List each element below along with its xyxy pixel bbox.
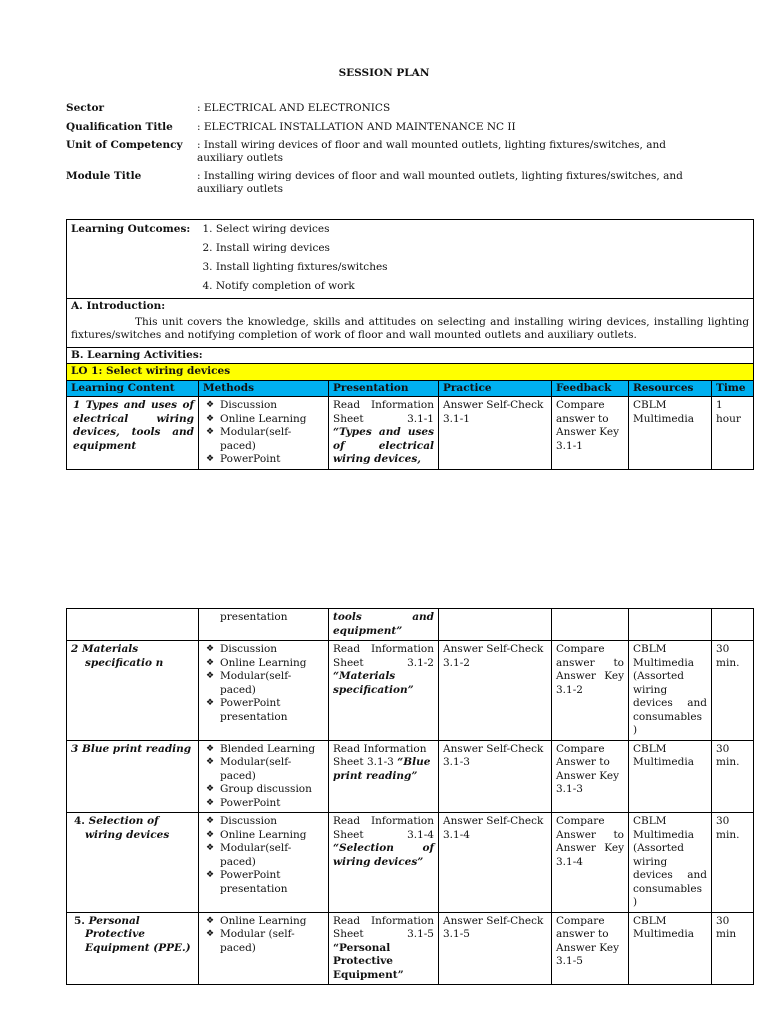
presentation-cell: tools and equipment” <box>329 609 439 641</box>
practice-cell <box>439 609 552 641</box>
resources-cell: CBLM Multimedia <box>629 397 712 470</box>
method-item: ❖ PowerPoint <box>203 797 324 811</box>
presentation-cell <box>329 641 439 741</box>
learning-outcomes-label: Learning Outcomes: <box>67 220 199 299</box>
feedback-cell: Compare answer to Answer Key 3.1-5 <box>552 912 629 985</box>
resources-cell: CBLM Multimedia <box>629 912 712 985</box>
time-cell: 1 hour <box>712 397 754 470</box>
activities-heading-row <box>67 347 754 364</box>
presentation-title: “Materials specification” <box>333 670 414 696</box>
presentation-cell <box>329 813 439 913</box>
resources-cell: CBLM Multimedia (Assorted wiring devices and consumables ) <box>629 641 712 741</box>
module-value: : Installing wiring devices of floor and wall mounted outlets, lighting fixtures/switches, and auxiliary outlets <box>197 170 683 195</box>
presentation-sheet: Read Information Sheet 3.1-1 <box>333 399 434 425</box>
lo1-row <box>67 364 754 381</box>
method-item: ❖ Discussion <box>203 399 324 413</box>
methods-cell <box>199 813 329 913</box>
feedback-cell: Compare Answer to Answer Key 3.1-4 <box>552 813 629 913</box>
presentation-cell <box>329 912 439 985</box>
presentation-cell <box>329 740 439 813</box>
resources-cell: CBLM Multimedia (Assorted wiring devices and consumables ) <box>629 813 712 913</box>
header-feedback: Feedback <box>552 380 629 397</box>
activities-heading: B. Learning Activities: <box>67 347 754 364</box>
module-label: Module Title <box>66 170 142 182</box>
methods-cell <box>199 912 329 985</box>
learning-content-cell <box>67 609 199 641</box>
table-row <box>67 641 754 741</box>
header-methods: Methods <box>199 380 329 397</box>
learning-outcomes-list <box>199 220 754 299</box>
method-item: ❖ Modular (self-paced) <box>203 928 324 955</box>
lo1-heading: LO 1: Select wiring devices <box>67 364 754 381</box>
resources-cell <box>629 609 712 641</box>
table-row <box>67 912 754 985</box>
method-item: ❖ PowerPoint <box>203 453 324 467</box>
unit-value: : Install wiring devices of floor and wall mounted outlets, lighting fixtures/switches, and auxiliary outlets <box>197 139 666 164</box>
method-item: ❖ Discussion <box>203 643 324 657</box>
content-title: Personal Protective Equipment (PPE.) <box>85 914 191 954</box>
presentation-cell <box>329 397 439 470</box>
practice-cell: Answer Self-Check 3.1-5 <box>439 912 552 985</box>
feedback-cell <box>552 609 629 641</box>
time-cell: 30 min. <box>712 740 754 813</box>
introduction-heading: A. Introduction: <box>71 300 166 312</box>
learning-content-cell <box>67 813 199 913</box>
introduction-text: This unit covers the knowledge, skills and attitudes on selecting and installing wiring devices, installing lighting fixtures/switches and notifying completion of work of floor and wall mounted outlets and auxiliary outlets. <box>71 315 750 341</box>
method-item: ❖ Online Learning <box>203 657 324 671</box>
feedback-cell: Compare answer to Answer Key 3.1-2 <box>552 641 629 741</box>
methods-cell: presentation <box>199 609 329 641</box>
outcome-item: 4. Notify completion of work <box>202 280 355 292</box>
method-item: ❖ Modular(self-paced) <box>203 426 324 453</box>
qualification-label: Qualification Title <box>66 121 173 133</box>
method-item: ❖ Discussion <box>203 815 324 829</box>
method-item: ❖ Modular(self-paced) <box>203 670 324 697</box>
method-item: ❖ PowerPoint presentation <box>203 697 324 724</box>
practice-cell: Answer Self-Check 3.1-1 <box>439 397 552 470</box>
method-item: ❖ Online Learning <box>203 915 324 929</box>
table-row <box>67 740 754 813</box>
learning-content-cell: 2 Materials specificatio n <box>67 641 199 741</box>
feedback-cell: Compare Answer to Answer Key 3.1-3 <box>552 740 629 813</box>
method-item: ❖ Blended Learning <box>203 743 324 757</box>
header-presentation: Presentation <box>329 380 439 397</box>
sector-value: : ELECTRICAL AND ELECTRONICS <box>197 102 391 114</box>
resources-cell: CBLM Multimedia <box>629 740 712 813</box>
presentation-title: “Selection of wiring devices” <box>333 842 434 868</box>
sector-label: Sector <box>66 102 105 114</box>
learning-outcomes-row <box>67 220 754 299</box>
presentation-sheet: Read Information Sheet 3.1-5 <box>333 914 434 940</box>
header-practice: Practice <box>439 380 552 397</box>
presentation-title: “Types and uses of electrical wiring devices, <box>333 426 434 465</box>
outcome-item: 3. Install lighting fixtures/switches <box>202 261 388 273</box>
outcome-item: 1. Select wiring devices <box>202 223 330 235</box>
header-time: Time <box>712 380 754 397</box>
introduction-row <box>67 299 754 348</box>
presentation-sheet: Read Information Sheet 3.1-4 <box>333 815 434 841</box>
qualification-value: : ELECTRICAL INSTALLATION AND MAINTENANCE NC II <box>197 121 516 133</box>
method-item: ❖ Group discussion <box>203 783 324 797</box>
table-header-row <box>67 380 754 397</box>
presentation-sheet: Read Information Sheet 3.1-2 <box>333 643 434 669</box>
methods-cell <box>199 740 329 813</box>
header-learning-content: Learning Content <box>67 380 199 397</box>
method-item: ❖ Modular(self-paced) <box>203 842 324 869</box>
presentation-title: “Blue print reading” <box>333 756 431 782</box>
method-item: ❖ Modular(self-paced) <box>203 756 324 783</box>
methods-cell <box>199 397 329 470</box>
table-row-continued <box>67 609 754 641</box>
introduction-cell <box>67 299 754 348</box>
learning-content-cell: 1 Types and uses of electrical wiring devices, tools and equipment <box>67 397 199 470</box>
time-cell: 30 min. <box>712 641 754 741</box>
content-title: Selection of wiring devices <box>85 815 170 841</box>
table-row <box>67 813 754 913</box>
time-cell: 30 min. <box>712 813 754 913</box>
practice-cell: Answer Self-Check 3.1-4 <box>439 813 552 913</box>
session-table-part1 <box>66 219 754 470</box>
methods-cell <box>199 641 329 741</box>
method-item: ❖ PowerPoint presentation <box>203 869 324 896</box>
method-item: ❖ Online Learning <box>203 829 324 843</box>
outcome-item: 2. Install wiring devices <box>202 242 330 254</box>
time-cell: 30 min <box>712 912 754 985</box>
practice-cell: Answer Self-Check 3.1-3 <box>439 740 552 813</box>
content-number: 5. <box>74 914 85 927</box>
session-table-part2 <box>66 608 754 985</box>
learning-content-cell <box>67 912 199 985</box>
presentation-title: “Personal Protective Equipment” <box>333 941 404 981</box>
presentation-sheet: Read Information Sheet 3.1-3 <box>333 742 427 768</box>
page-title: SESSION PLAN <box>338 67 430 79</box>
table-row <box>67 397 754 470</box>
learning-content-cell: 3 Blue print reading <box>67 740 199 813</box>
practice-cell: Answer Self-Check 3.1-2 <box>439 641 552 741</box>
header-resources: Resources <box>629 380 712 397</box>
time-cell <box>712 609 754 641</box>
method-item: ❖ Online Learning <box>203 413 324 427</box>
content-number: 4. <box>74 815 85 827</box>
feedback-cell: Compare answer to Answer Key 3.1-1 <box>552 397 629 470</box>
unit-label: Unit of Competency <box>66 139 183 151</box>
